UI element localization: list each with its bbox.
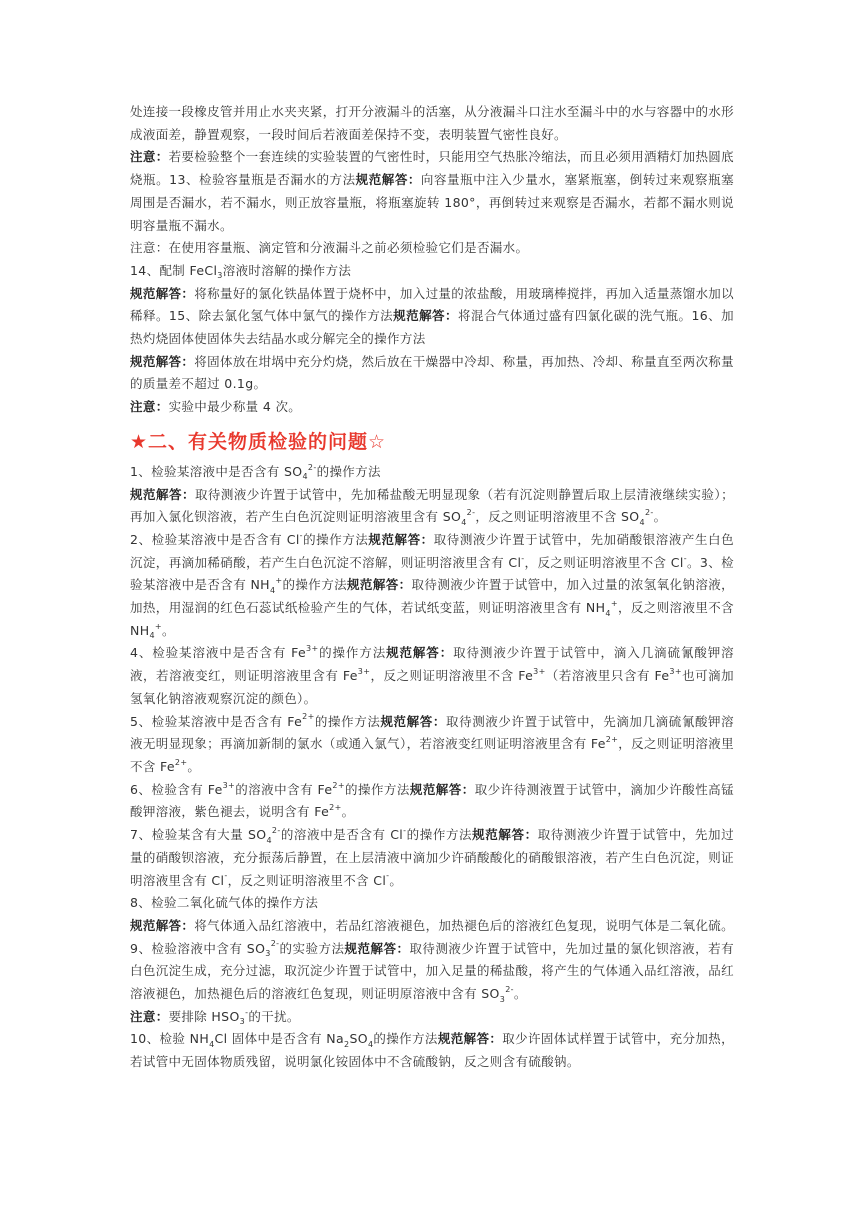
subscript: 3: [499, 994, 506, 1004]
text: 的操作方法: [282, 577, 348, 593]
superscript: 3+: [306, 644, 319, 654]
text: 取待测液少许置于试管中，加入过量的浓氢氧化钠溶液，加热，用湿润的红色石蕊试纸检验产生的气体，若试纸变蓝，则证明溶液里含有 NH: [130, 577, 734, 616]
answer-label: 规范解答：: [130, 353, 195, 369]
answer-label: 规范解答：: [347, 577, 412, 593]
document-page: [130, 101, 734, 1074]
answer-label: 规范解答：: [130, 486, 195, 502]
text: 取待测液少许置于试管中，滴入几滴硫氰酸钾溶液，若溶液变红，则证明溶液里含有 Fe: [130, 645, 734, 684]
text: 也可滴加氢氧化钠溶液观察沉淀的颜色）。: [130, 668, 734, 706]
paragraph: [130, 915, 734, 1006]
text: 。: [653, 509, 667, 525]
text: 7、检验某含有大量 SO: [130, 827, 267, 843]
text: 的操作方法: [406, 827, 473, 843]
text: 10、检验 NH: [130, 1031, 210, 1047]
answer-label: 规范解答：: [344, 940, 410, 956]
text: 的操作方法: [314, 713, 381, 729]
answer-label: 规范解答：: [130, 285, 195, 301]
answer-label: 规范解答：: [380, 713, 446, 729]
text: 的干扰。: [248, 1008, 300, 1024]
superscript: 2+: [332, 780, 345, 790]
superscript: -: [521, 553, 525, 563]
text: 8、检验二氧化硫气体的操作方法: [130, 895, 319, 911]
subscript: 3: [265, 949, 271, 959]
superscript: -: [683, 553, 687, 563]
text: （若溶液里只含有 Fe: [545, 668, 670, 684]
text: 4、检验某溶液中是否含有 Fe: [130, 645, 307, 661]
text: 14、配制 FeCl: [130, 262, 218, 278]
superscript: 3+: [357, 667, 371, 677]
text: 。: [341, 804, 355, 820]
paragraph: [130, 711, 734, 779]
superscript: 3+: [533, 667, 546, 677]
paragraph: [130, 396, 734, 419]
text: 。: [187, 758, 201, 774]
text: ，反之则溶液里不含 NH: [130, 600, 735, 638]
text: 将称量好的氯化铁晶体置于烧杯中，加入过量的浓盐酸，用玻璃棒搅拌，再加入适量蒸馏水加以稀释。15、除去氯化氢气体中氯气的操作方法: [130, 285, 734, 324]
superscript: -: [224, 871, 228, 881]
paragraph: [130, 351, 734, 396]
subscript: 4: [269, 585, 276, 595]
paragraph: [130, 283, 734, 351]
text: 要排除 HSO: [168, 1008, 240, 1024]
text: ，反之则证明溶液里不含 Fe: [130, 736, 734, 774]
superscript: 2-: [307, 462, 317, 472]
text: 的溶液中含有 Fe: [235, 781, 333, 797]
text: 的操作方法: [318, 645, 387, 661]
superscript: 2-: [466, 508, 476, 518]
text: 将混合气体通过盛有四氯化碳的洗气瓶。16、加热灼烧固体使固体失去结晶水或分解完全的操作方法: [130, 308, 734, 347]
text: 的溶液中是否含有 Cl: [280, 827, 404, 843]
subscript: 4: [266, 835, 272, 845]
superscript: 2-: [271, 825, 281, 835]
text: ，反之则证明溶液里不含 Cl: [524, 554, 684, 570]
note-label: 注意：: [130, 149, 169, 165]
text: 。3、检验某溶液中是否含有 NH: [130, 554, 734, 593]
subscript: 3: [239, 1017, 246, 1027]
subscript: 2: [344, 1039, 350, 1049]
text: 注意：在使用容量瓶、滴定管和分液漏斗之前必须检验它们是否漏水。: [130, 240, 529, 256]
text: 6、检验含有 Fe: [130, 781, 223, 797]
text: ，反之则证明溶液里不含 Cl: [227, 872, 387, 888]
answer-label: 规范解答：: [472, 827, 538, 843]
text: 取待测液少许置于试管中，先加硝酸银溶液产生白色沉淀，再滴加稀硝酸，若产生白色沉淀不溶解，则证明溶液里含有 Cl: [130, 531, 734, 570]
text: 的操作方法: [373, 1031, 438, 1047]
answer-label: 规范解答：: [368, 531, 434, 547]
subscript: 4: [605, 608, 611, 618]
subscript: 4: [461, 517, 467, 527]
paragraph: [130, 1006, 734, 1029]
paragraph: [130, 824, 734, 892]
text: Cl 固体中是否含有 Na: [214, 1031, 344, 1047]
superscript: 2-: [270, 939, 280, 949]
superscript: 2+: [174, 757, 188, 767]
superscript: 2+: [302, 712, 315, 722]
text: 将气体通入品红溶液中，若品红溶液褪色，加热褪色后的溶液红色复现，说明气体是二氧化硫。9、检验溶液中含有 SO: [130, 917, 734, 956]
text: 取待测液少许置于试管中，先加过量的硝酸钡溶液，充分振荡后静置，在上层清液中滴加少许硝酸酸化的硝酸银溶液，若产生白色沉淀，则证明溶液里含有 Cl: [130, 827, 734, 888]
text: 实验中最少称量 4 次。: [168, 399, 302, 415]
paragraph: [130, 461, 734, 484]
superscript: -: [403, 825, 407, 835]
text: ，反之则证明溶液里不含 Fe: [370, 668, 534, 684]
answer-label: 规范解答：: [409, 781, 475, 797]
superscript: +: [275, 576, 283, 586]
answer-label: 规范解答：: [355, 172, 421, 188]
superscript: -: [299, 530, 303, 540]
paragraph: [130, 101, 734, 146]
text: SO: [349, 1031, 368, 1047]
text: 取待测液少许置于试管中，先加稀盐酸无明显现象（若有沉淀则静置后取上层清液继续实验）；再加入氯化钡溶液，若产生白色沉淀则证明溶液里含有 SO: [130, 486, 734, 525]
superscript: 3+: [669, 667, 682, 677]
text: 5、检验某溶液中是否含有 Fe: [130, 713, 303, 729]
text: 。: [513, 986, 527, 1002]
text: 1、检验某溶液中是否含有 SO: [130, 463, 303, 479]
text: 向容量瓶中注入少量水，塞紧瓶塞，倒转过来观察瓶塞周围是否漏水，若不漏水，则正放容量瓶，将瓶塞旋转 180°，再倒转过来观察是否漏水，若都不漏水则说明容量瓶不漏水。: [130, 172, 734, 233]
subscript: 4: [639, 517, 645, 527]
text: 溶液时溶解的操作方法: [222, 262, 352, 278]
section-heading: ★二、有关物质检验的问题☆: [130, 430, 387, 453]
note-label: 注意：: [130, 399, 169, 415]
answer-label: 规范解答：: [393, 308, 458, 324]
paragraph: [130, 1028, 734, 1073]
text: 取待测液少许置于试管中，先加过量的氯化钡溶液，若有白色沉淀生成，充分过滤，取沉淀少许置于试管中，加入足量的稀盐酸，将产生的气体通入品红溶液，品红溶液褪色，加热褪色后的溶液红色复现，则证明原溶液中含有 SO: [130, 940, 734, 1002]
paragraph: [130, 779, 734, 824]
text: 的操作方法: [344, 781, 410, 797]
text: 将固体放在坩埚中充分灼烧，然后放在干燥器中冷却、称量，再加热、冷却、称量直至两次称量的质量差不超过 0.1g。: [130, 353, 734, 392]
superscript: 2-: [644, 508, 654, 518]
subscript: 3: [217, 271, 223, 281]
superscript: +: [154, 621, 162, 631]
text: 2、检验某溶液中是否含有 Cl: [130, 531, 300, 547]
superscript: 2-: [505, 984, 514, 994]
superscript: -: [386, 871, 390, 881]
text: 处连接一段橡皮管并用止水夹夹紧，打开分液漏斗的活塞，从分液漏斗口注水至漏斗中的水与容器中的水形成液面差，静置观察，一段时间后若液面差保持不变，表明装置气密性良好。: [130, 104, 734, 142]
subscript: 4: [302, 472, 308, 482]
superscript: 2+: [329, 803, 342, 813]
text: 。: [389, 872, 403, 888]
text: 的实验方法: [279, 940, 345, 956]
text: 若要检验整个一套连续的实验装置的气密性时，只能用空气热胀冷缩法，而且必须用酒精灯加热圆底烧瓶。13、检验容量瓶是否漏水的方法: [130, 149, 734, 188]
answer-label: 规范解答：: [437, 1031, 503, 1047]
text: 取少许待测液置于试管中，滴加少许酸性高锰酸钾溶液，紫色褪去，说明含有 Fe: [130, 781, 734, 820]
answer-label: 规范解答：: [386, 645, 454, 661]
paragraph: [130, 237, 734, 260]
paragraph: [130, 260, 734, 283]
text: ，反之则证明溶液里不含 SO: [475, 509, 640, 525]
paragraph: [130, 529, 734, 643]
subscript: 4: [209, 1039, 215, 1049]
subscript: 4: [149, 631, 155, 641]
text: 取少许固体试样置于试管中，充分加热，若试管中无固体物质残留，说明氯化铵固体中不含硫酸钠，反之则含有硫酸钠。: [130, 1031, 734, 1070]
superscript: +: [610, 598, 618, 608]
superscript: -: [245, 1007, 249, 1017]
answer-label: 规范解答：: [130, 917, 195, 933]
text: 的操作方法: [316, 463, 381, 479]
paragraph: [130, 146, 734, 237]
text: 取待测液少许置于试管中，先滴加几滴硫氰酸钾溶液无明显现象；再滴加新制的氯水（或通入氯气），若溶液变红则证明溶液里含有 Fe: [130, 713, 735, 752]
superscript: 2+: [605, 735, 619, 745]
superscript: 3+: [222, 780, 236, 790]
paragraph: [130, 642, 734, 710]
paragraph: [130, 484, 734, 529]
note-label: 注意：: [130, 1008, 169, 1024]
paragraph: [130, 892, 734, 915]
subscript: 4: [367, 1039, 374, 1049]
text: 的操作方法: [302, 531, 369, 547]
text: 。: [161, 622, 175, 638]
